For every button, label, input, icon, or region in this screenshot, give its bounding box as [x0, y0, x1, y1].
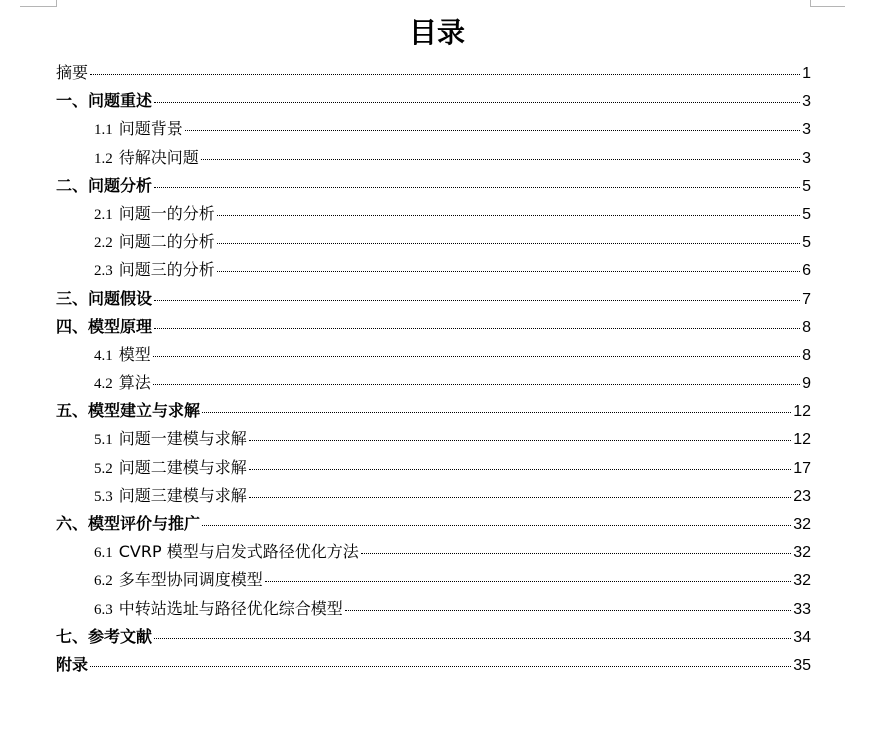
toc-entry-section-2-1[interactable]: [56, 200, 811, 228]
table-of-contents: [56, 59, 811, 679]
toc-entry-number: 1.2: [94, 150, 113, 167]
toc-entry-page: 35: [793, 656, 811, 674]
toc-entry-section-5-2[interactable]: [56, 454, 811, 482]
toc-entry-page: 3: [802, 93, 811, 111]
toc-entry-number: 4.1: [94, 347, 113, 364]
toc-entry-text: 七、参考文献: [56, 626, 153, 646]
toc-entry-number: 2.1: [94, 206, 113, 223]
dot-leader: [154, 300, 800, 301]
toc-entry-number: 2.3: [94, 263, 113, 280]
toc-entry-text: 一、问题重述: [56, 91, 153, 111]
toc-entry-page: 32: [793, 544, 811, 562]
toc-entry-chapter-3[interactable]: [56, 285, 811, 313]
toc-entry-page: 12: [793, 403, 811, 421]
page-corner-mark-left: [20, 0, 57, 7]
toc-entry-page: 8: [802, 318, 811, 336]
toc-entry-page: 5: [802, 205, 811, 223]
toc-entry-section-4-2[interactable]: [56, 369, 811, 397]
toc-entry-text: 问题一建模与求解: [118, 429, 247, 449]
toc-title: 目录: [408, 16, 465, 49]
toc-entry-chapter-6[interactable]: [56, 510, 811, 538]
toc-entry-number: 1.1: [94, 122, 113, 139]
toc-entry-chapter-2[interactable]: [56, 172, 811, 200]
toc-entry-section-2-3[interactable]: [56, 256, 811, 284]
toc-entry-number: 6.1: [94, 545, 113, 562]
toc-entry-section-5-3[interactable]: [56, 482, 811, 510]
toc-entry-page: 23: [793, 487, 811, 505]
toc-entry-number: 2.2: [94, 235, 113, 252]
dot-leader: [90, 666, 791, 667]
toc-entry-text: 问题一的分析: [118, 203, 215, 223]
dot-leader: [345, 610, 791, 611]
dot-leader: [154, 187, 800, 188]
dot-leader: [249, 469, 791, 470]
toc-entry-text: 附录: [56, 654, 89, 674]
dot-leader: [154, 638, 791, 639]
toc-entry-text: 问题背景: [118, 119, 183, 139]
dot-leader: [249, 497, 791, 498]
toc-entry-section-2-2[interactable]: [56, 228, 811, 256]
toc-entry-number: 5.1: [94, 432, 113, 449]
dot-leader: [265, 581, 791, 582]
dot-leader: [249, 440, 791, 441]
toc-entry-section-1-1[interactable]: [56, 115, 811, 143]
toc-entry-text: 多车型协同调度模型: [118, 570, 263, 590]
toc-entry-number: 6.3: [94, 601, 113, 618]
toc-entry-text: 摘要: [56, 63, 89, 82]
dot-leader: [90, 74, 800, 75]
toc-entry-text: 算法: [118, 373, 151, 393]
dot-leader: [154, 102, 800, 103]
toc-entry-page: 33: [793, 600, 811, 618]
dot-leader: [153, 384, 800, 385]
toc-entry-text: 模型: [118, 344, 151, 364]
dot-leader: [153, 356, 800, 357]
toc-entry-page: 34: [793, 628, 811, 646]
toc-entry-chapter-7[interactable]: [56, 623, 811, 651]
toc-entry-section-4-1[interactable]: [56, 341, 811, 369]
toc-entry-text: 中转站选址与路径优化综合模型: [118, 598, 343, 618]
toc-entry-text: 二、问题分析: [56, 175, 153, 195]
toc-entry-text: 三、问题假设: [56, 288, 153, 308]
toc-entry-text: 四、模型原理: [56, 316, 153, 336]
toc-entry-page: 3: [802, 149, 811, 167]
toc-entry-appendix[interactable]: [56, 651, 811, 679]
toc-entry-chapter-5[interactable]: [56, 397, 811, 425]
toc-entry-text: 问题二的分析: [118, 232, 215, 252]
dot-leader: [202, 412, 791, 413]
dot-leader: [185, 130, 800, 131]
toc-entry-text: 待解决问题: [118, 147, 199, 167]
dot-leader: [217, 243, 800, 244]
toc-entry-number: 5.3: [94, 488, 113, 505]
dot-leader: [154, 328, 800, 329]
toc-entry-number: 5.2: [94, 460, 113, 477]
toc-entry-page: 3: [802, 121, 811, 139]
toc-entry-page: 1: [802, 65, 811, 82]
dot-leader: [201, 159, 800, 160]
toc-entry-chapter-4[interactable]: [56, 313, 811, 341]
toc-entry-number: 6.2: [94, 573, 113, 590]
toc-entry-page: 7: [802, 290, 811, 308]
toc-entry-text: 问题三建模与求解: [118, 485, 247, 505]
toc-entry-page: 12: [793, 431, 811, 449]
toc-entry-chapter-1[interactable]: [56, 87, 811, 115]
dot-leader: [202, 525, 791, 526]
toc-entry-page: 32: [793, 516, 811, 533]
toc-entry-page: 5: [802, 234, 811, 252]
toc-entry-text: 问题二建模与求解: [118, 457, 247, 477]
toc-entry-page: 6: [802, 262, 811, 280]
toc-entry-section-6-3[interactable]: [56, 595, 811, 623]
toc-entry-section-6-2[interactable]: [56, 566, 811, 594]
toc-entry-text: 五、模型建立与求解: [56, 401, 201, 421]
toc-entry-text: 六、模型评价与推广: [56, 514, 201, 533]
dot-leader: [217, 215, 800, 216]
toc-entry-number: 4.2: [94, 376, 113, 393]
dot-leader: [361, 553, 791, 554]
toc-entry-page: 8: [802, 346, 811, 364]
toc-entry-abstract[interactable]: [56, 59, 811, 87]
toc-entry-section-1-2[interactable]: [56, 144, 811, 172]
toc-entry-text: CVRP 模型与启发式路径优化方法: [118, 542, 359, 562]
toc-entry-page: 32: [793, 572, 811, 590]
toc-entry-page: 17: [793, 459, 811, 477]
page-corner-mark-right: [810, 0, 845, 7]
toc-entry-page: 9: [802, 375, 811, 393]
dot-leader: [217, 271, 800, 272]
toc-entry-section-5-1[interactable]: [56, 425, 811, 453]
toc-entry-text: 问题三的分析: [118, 260, 215, 280]
toc-entry-page: 5: [802, 177, 811, 195]
toc-entry-section-6-1[interactable]: [56, 538, 811, 566]
